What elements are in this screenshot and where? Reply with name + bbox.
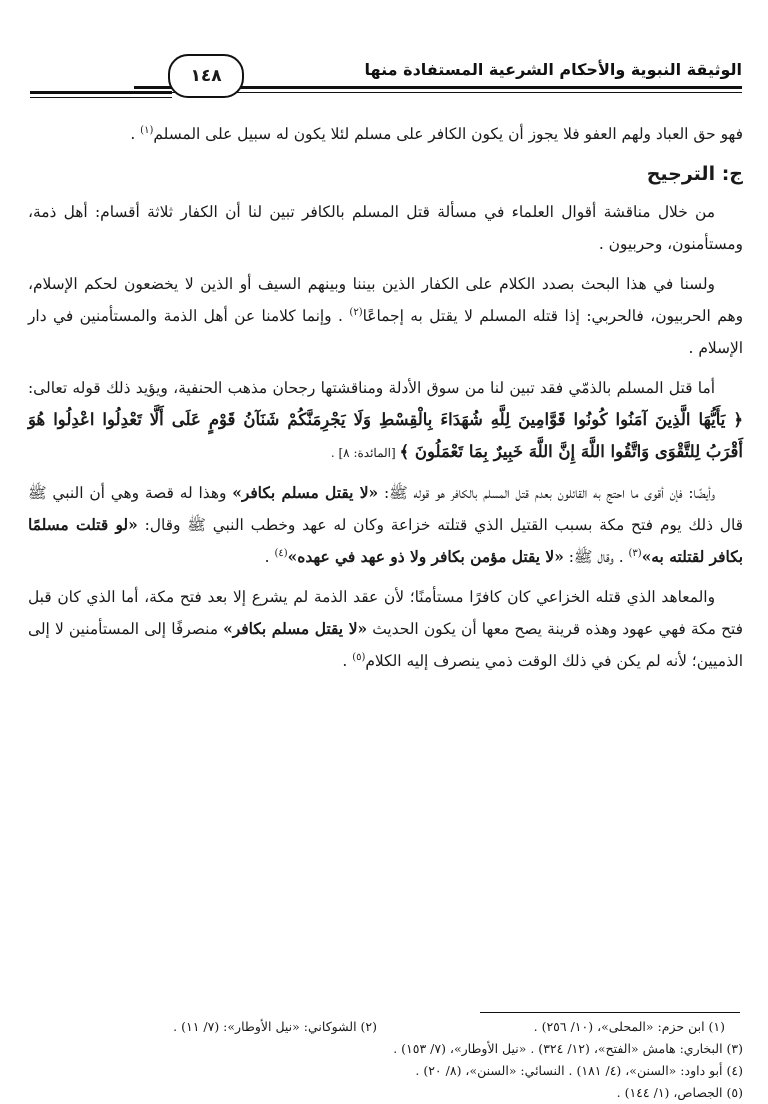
footnote: (٢) الشوكاني: «نيل الأوطار»: (٧/ ١١) . xyxy=(173,1019,377,1034)
footnote-ref: (٥) xyxy=(352,651,366,663)
paragraph-text: . xyxy=(342,652,353,670)
footnote-row xyxy=(28,1016,743,1038)
paragraph-text: وأيضًا: فإن أقوى ما احتج به القائلون بعدم قتل المسلم بالكافر هو قوله ﷺ: xyxy=(378,484,716,502)
hadith-quote: «لا يقتل مؤمن بكافر ولا ذو عهد في عهده» xyxy=(287,548,564,566)
paragraph-text: وهذا له قصة وهي أن النبي ﷺ قال ذلك يوم فتح مكة بسبب القتيل الذي قتلته خزاعة وكان له عهد وخطب النبي ﷺ وقال: xyxy=(28,484,744,534)
hadith-quote: «لا يقتل مسلم بكافر» xyxy=(232,484,379,502)
paragraph-text: . وقال ﷺ: xyxy=(563,548,629,566)
verse-citation: [المائدة: ٨] . xyxy=(330,446,400,460)
footnotes xyxy=(28,1016,743,1104)
paragraph xyxy=(28,118,743,150)
footnote: (٤) أبو داود: «السنن»، (٤/ ١٨١) . النسائي: «السنن»، (٨/ ٢٠) . xyxy=(415,1063,743,1078)
paragraph xyxy=(28,268,743,364)
paragraph xyxy=(28,581,743,677)
footnote-separator xyxy=(480,1012,740,1013)
paragraph-text: . xyxy=(130,125,141,143)
paragraph-text: فهو حق العباد ولهم العفو فلا يجوز أن يكون الكافر على مسلم لئلا يكون له سبيل على المسلم xyxy=(153,125,743,143)
hadith-quote: «لو قتلت مسلمًا بكافر لقتلته به» xyxy=(28,516,743,566)
footnote-ref: (٤) xyxy=(274,547,288,559)
paragraph xyxy=(28,477,743,573)
section-heading: ج: الترجيح xyxy=(646,163,743,185)
hadith-quote: «لا يقتل مسلم بكافر» xyxy=(223,620,368,638)
paragraph-text: أما قتل المسلم بالذمّي فقد تبين لنا من سوق الأدلة ومناقشتها رجحان مذهب الحنفية، ويؤيد ذلك قوله تعالى: xyxy=(28,379,715,397)
paragraph-text: والمعاهد الذي قتله الخزاعي كان كافرًا مستأمنًا؛ لأن عقد الذمة لم يشرع إلا بعد فتح مكة، أما الذي كان قبل فتح مكة فهي عهود وهذه قرينة يصح معها أن يكون الحديث xyxy=(28,588,743,638)
footnote: (١) ابن حزم: «المحلى»، (١٠/ ٢٥٦) . xyxy=(533,1019,725,1034)
header-rule xyxy=(30,97,172,98)
footnote-row xyxy=(28,1060,743,1082)
paragraph-text: ولسنا في هذا البحث بصدد الكلام على الكفار الذين بيننا وبينهم السيف أو الذين لا يخضعون لحكم الإسلام، وهم الحربيون، فالحربي: إذا قتله المسلم لا يقتل به إجماعًا xyxy=(28,275,743,325)
footnote: (٥) الجصاص، (١/ ١٤٤) . xyxy=(616,1085,743,1100)
paragraph-text: منصرفًا إلى المستأمنين لا إلى الذميين؛ لأنه لم يكن في ذلك الوقت ذمي ينصرف إليه الكلام xyxy=(28,620,743,670)
footnote-row xyxy=(28,1082,743,1104)
page-header xyxy=(30,48,742,112)
quran-verse: ﴿ يَأَيُّهَا الَّذِينَ آمَنُوا كُونُوا قَوَّامِينَ لِلَّهِ شُهَدَاءَ بِالْقِسْطِ وَلَا يَجْرِمَنَّكُمْ شَنَآنُ قَوْمٍ عَلَى أَلَّا تَعْدِلُوا اعْدِلُوا هُوَ أَقْرَبُ لِلتَّقْوَى وَاتَّقُوا اللَّهَ إِنَّ اللَّهَ خَبِيرٌ بِمَا تَعْمَلُونَ ﴾ xyxy=(28,410,743,461)
footnote-row xyxy=(28,1038,743,1060)
paragraph-text: . xyxy=(264,548,275,566)
page-number: ١٤٨ xyxy=(168,54,244,98)
main-text xyxy=(28,118,743,685)
footnote-ref: (٣) xyxy=(628,547,642,559)
paragraph-text: . وإنما كلامنا عن أهل الذمة والمستأمنين في دار الإسلام . xyxy=(28,307,743,357)
paragraph: من خلال مناقشة أقوال العلماء في مسألة قتل المسلم بالكافر تبين لنا أن الكفار ثلاثة أقسام: أهل ذمة، ومستأمنون، وحربيون . xyxy=(28,203,743,253)
footnote-ref: (١) xyxy=(140,124,154,136)
footnote-ref: (٢) xyxy=(349,306,363,318)
running-title: الوثيقة النبوية والأحكام الشرعية المستفادة منها xyxy=(364,60,742,79)
paragraph xyxy=(28,372,743,469)
footnote: (٣) البخاري: هامش «الفتح»، (١٢/ ٣٢٤) . «نيل الأوطار»، (٧/ ١٥٣) . xyxy=(393,1041,743,1056)
